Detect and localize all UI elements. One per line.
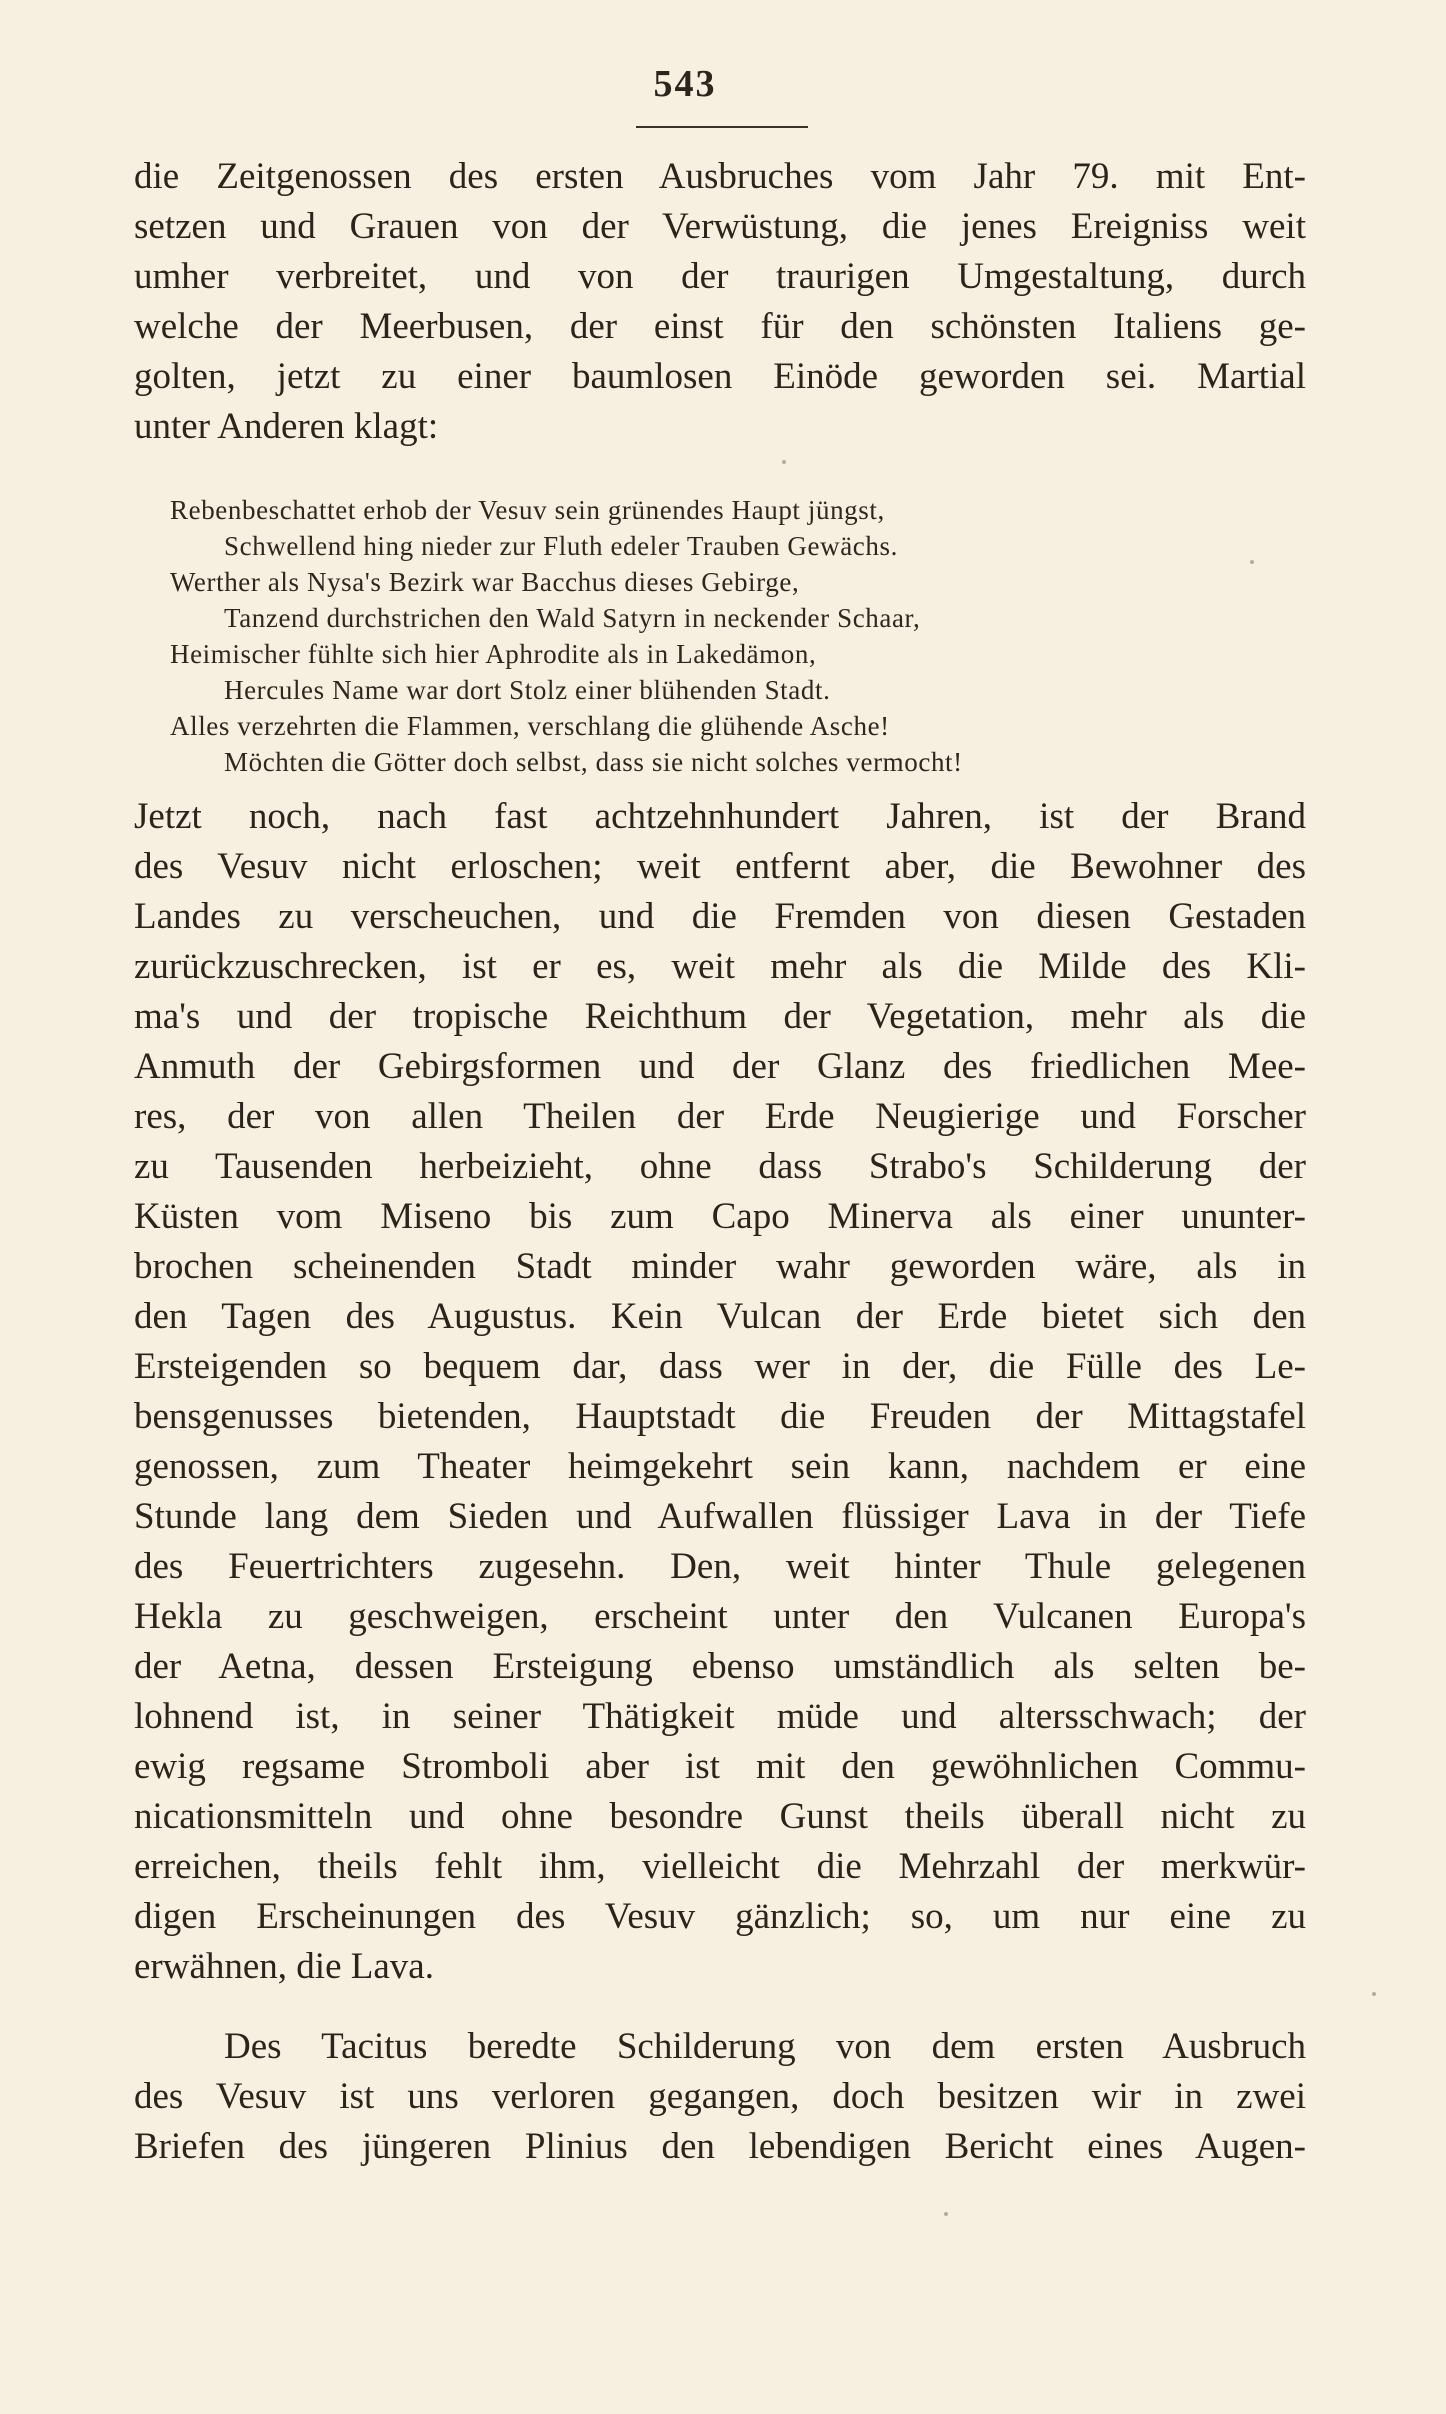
paragraph-2-line: Anmuth der Gebirgsformen und der Glanz des friedlichen Mee- (134, 1046, 1306, 1087)
paragraph-2-line: Küsten vom Miseno bis zum Capo Minerva als einer ununter- (134, 1196, 1306, 1237)
paragraph-2-line: den Tagen des Augustus. Kein Vulcan der Erde bietet sich den (134, 1296, 1306, 1337)
paragraph-2-line: bensgenusses bietenden, Hauptstadt die Freuden der Mittagstafel (134, 1396, 1306, 1437)
paragraph-1-line: die Zeitgenossen des ersten Ausbruches vom Jahr 79. mit Ent- (134, 156, 1306, 197)
poem-line: Werther als Nysa's Bezirk war Bacchus dieses Gebirge, (170, 567, 800, 597)
paragraph-2-line: Stunde lang dem Sieden und Aufwallen flüssiger Lava in der Tiefe (134, 1496, 1306, 1537)
poem-line: Heimischer fühlte sich hier Aphrodite als in Lakedämon, (170, 639, 817, 669)
paragraph-1-line: umher verbreitet, und von der traurigen Umgestaltung, durch (134, 256, 1306, 297)
poem-line: Schwellend hing nieder zur Fluth edeler Trauben Gewächs. (224, 531, 898, 561)
paragraph-2-line: erwähnen, die Lava. (134, 1946, 434, 1987)
paragraph-1-line: welche der Meerbusen, der einst für den schönsten Italiens ge- (134, 306, 1306, 347)
paragraph-2 (134, 792, 1306, 1992)
poem-line: Rebenbeschattet erhob der Vesuv sein grünendes Haupt jüngst, (170, 495, 885, 525)
paragraph-2-line: der Aetna, dessen Ersteigung ebenso umständlich als selten be- (134, 1646, 1306, 1687)
poem-line: Möchten die Götter doch selbst, dass sie nicht solches vermocht! (224, 747, 963, 777)
paragraph-2-line: res, der von allen Theilen der Erde Neugierige und Forscher (134, 1096, 1306, 1137)
paragraph-1-line: golten, jetzt zu einer baumlosen Einöde geworden sei. Martial (134, 356, 1306, 397)
paragraph-3-line: des Vesuv ist uns verloren gegangen, doch besitzen wir in zwei (134, 2076, 1306, 2117)
paragraph-2-line: brochen scheinenden Stadt minder wahr geworden wäre, als in (134, 1246, 1306, 1287)
paragraph-2-line: Ersteigenden so bequem dar, dass wer in der, die Fülle des Le- (134, 1346, 1306, 1387)
poem-line: Tanzend durchstrichen den Wald Satyrn in neckender Schaar, (224, 603, 921, 633)
paragraph-1-line: unter Anderen klagt: (134, 406, 439, 447)
paragraph-1 (134, 152, 1306, 452)
paragraph-2-line: nicationsmitteln und ohne besondre Gunst theils überall nicht zu (134, 1796, 1306, 1837)
paragraph-2-line: ewig regsame Stromboli aber ist mit den gewöhnlichen Commu- (134, 1746, 1306, 1787)
poem-line: Hercules Name war dort Stolz einer blühenden Stadt. (224, 675, 831, 705)
paragraph-2-line: erreichen, theils fehlt ihm, vielleicht die Mehrzahl der merkwür- (134, 1846, 1306, 1887)
paragraph-2-line: des Feuertrichters zugesehn. Den, weit hinter Thule gelegenen (134, 1546, 1306, 1587)
paragraph-2-line: digen Erscheinungen des Vesuv gänzlich; so, um nur eine zu (134, 1896, 1306, 1937)
paragraph-3 (134, 2022, 1306, 2172)
poem (170, 492, 1190, 780)
paragraph-3-line: Des Tacitus beredte Schilderung von dem ersten Ausbruch (224, 2026, 1306, 2067)
print-speck (1250, 560, 1254, 564)
paragraph-2-line: zurückzuschrecken, ist er es, weit mehr als die Milde des Kli- (134, 946, 1306, 987)
print-speck (1372, 1992, 1376, 1996)
paragraph-2-line: Landes zu verscheuchen, und die Fremden von diesen Gestaden (134, 896, 1306, 937)
paragraph-2-line: lohnend ist, in seiner Thätigkeit müde und altersschwach; der (134, 1696, 1306, 1737)
print-speck (944, 2212, 948, 2216)
page-number: 543 (653, 63, 717, 105)
paragraph-1-line: setzen und Grauen von der Verwüstung, die jenes Ereigniss weit (134, 206, 1306, 247)
paragraph-2-line: genossen, zum Theater heimgekehrt sein kann, nachdem er eine (134, 1446, 1306, 1487)
paragraph-2-line: des Vesuv nicht erloschen; weit entfernt aber, die Bewohner des (134, 846, 1306, 887)
print-speck (782, 460, 786, 464)
paragraph-2-line: zu Tausenden herbeizieht, ohne dass Strabo's Schilderung der (134, 1146, 1306, 1187)
paragraph-2-line: ma's und der tropische Reichthum der Vegetation, mehr als die (134, 996, 1306, 1037)
paragraph-3-line: Briefen des jüngeren Plinius den lebendigen Bericht eines Augen- (134, 2126, 1306, 2167)
paragraph-2-line: Jetzt noch, nach fast achtzehnhundert Jahren, ist der Brand (134, 796, 1306, 837)
poem-line: Alles verzehrten die Flammen, verschlang die glühende Asche! (170, 711, 890, 741)
page-number-rule (636, 126, 808, 128)
paragraph-2-line: Hekla zu geschweigen, erscheint unter den Vulcanen Europa's (134, 1596, 1306, 1637)
